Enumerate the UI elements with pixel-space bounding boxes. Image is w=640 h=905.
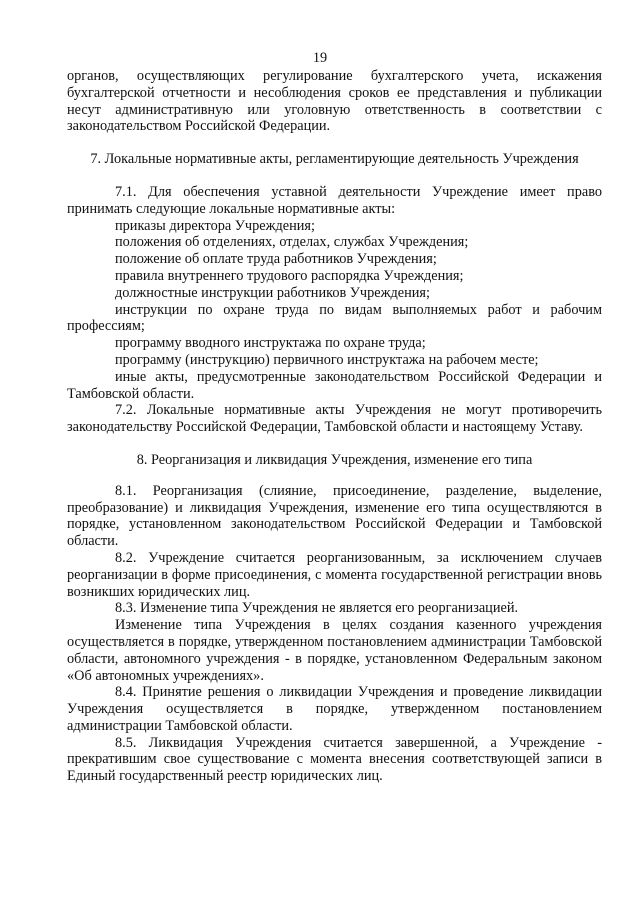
paragraph-8-2: 8.2. Учреждение считается реорганизованным, за исключением случаев реорганизации в форме присоединения, с момента государственной регистрации вновь возникших юридических лиц. — [67, 549, 602, 600]
list-item: программу вводного инструктажа по охране труда; — [115, 335, 426, 352]
list-item: иные акты, предусмотренные законодательством Российской Федерации и Тамбовской области. — [67, 368, 602, 402]
intro-paragraph: органов, осуществляющих регулирование бухгалтерского учета, искажения бухгалтерской отчетности и несоблюдения сроков ее представления и публикации несут административную или уголовную ответственность в соответствии с законодательством Российской Федерации. — [67, 68, 602, 135]
list-item: программу (инструкцию) первичного инструктажа на рабочем месте; — [115, 351, 539, 368]
paragraph-8-3-continued: Изменение типа Учреждения в целях создания казенного учреждения осуществляется в порядке, утвержденном постановлением администрации Тамбовской области, автономного учреждения - в порядке, установленном Федеральным законом «Об автономных учреждениях». — [67, 617, 602, 684]
paragraph-7-1: 7.1. Для обеспечения уставной деятельности Учреждение имеет право принимать следующие локальные нормативные акты: — [67, 183, 602, 217]
list-item: приказы директора Учреждения; — [115, 217, 315, 234]
paragraph-8-4: 8.4. Принятие решения о ликвидации Учреждения и проведение ликвидации Учреждения осуществляется в порядке, утвержденном постановлением администрации Тамбовской области. — [67, 684, 602, 734]
list-item: инструкции по охране труда по видам выполняемых работ и рабочим профессиям; — [67, 301, 602, 335]
paragraph-8-3: 8.3. Изменение типа Учреждения не является его реорганизацией. — [115, 600, 519, 617]
paragraph-7-2: 7.2. Локальные нормативные акты Учреждения не могут противоречить законодательству Российской Федерации, Тамбовской области и настоящему Уставу. — [67, 402, 602, 436]
paragraph-8-5: 8.5. Ликвидация Учреждения считается завершенной, а Учреждение - прекратившим свое существование с момента внесения соответствующей записи в Единый государственный реестр юридических лиц. — [67, 734, 602, 785]
list-item: положение об оплате труда работников Учреждения; — [115, 251, 437, 268]
list-item: должностные инструкции работников Учреждения; — [115, 284, 430, 301]
paragraph-8-1: 8.1. Реорганизация (слияние, присоединение, разделение, выделение, преобразование) и ликвидация Учреждения, изменение его типа осуществляются в порядке, установленном законодательством Российской Федерации и Тамбовской области. — [67, 482, 602, 550]
list-item: правила внутреннего трудового распорядка Учреждения; — [115, 267, 464, 284]
section-7-heading: 7. Локальные нормативные акты, регламентирующие деятельность Учреждения — [90, 151, 579, 168]
section-8-heading: 8. Реорганизация и ликвидация Учреждения, изменение его типа — [136, 451, 533, 468]
page-number: 19 — [312, 50, 328, 66]
list-item: положения об отделениях, отделах, службах Учреждения; — [115, 234, 469, 251]
page-content — [67, 68, 602, 785]
